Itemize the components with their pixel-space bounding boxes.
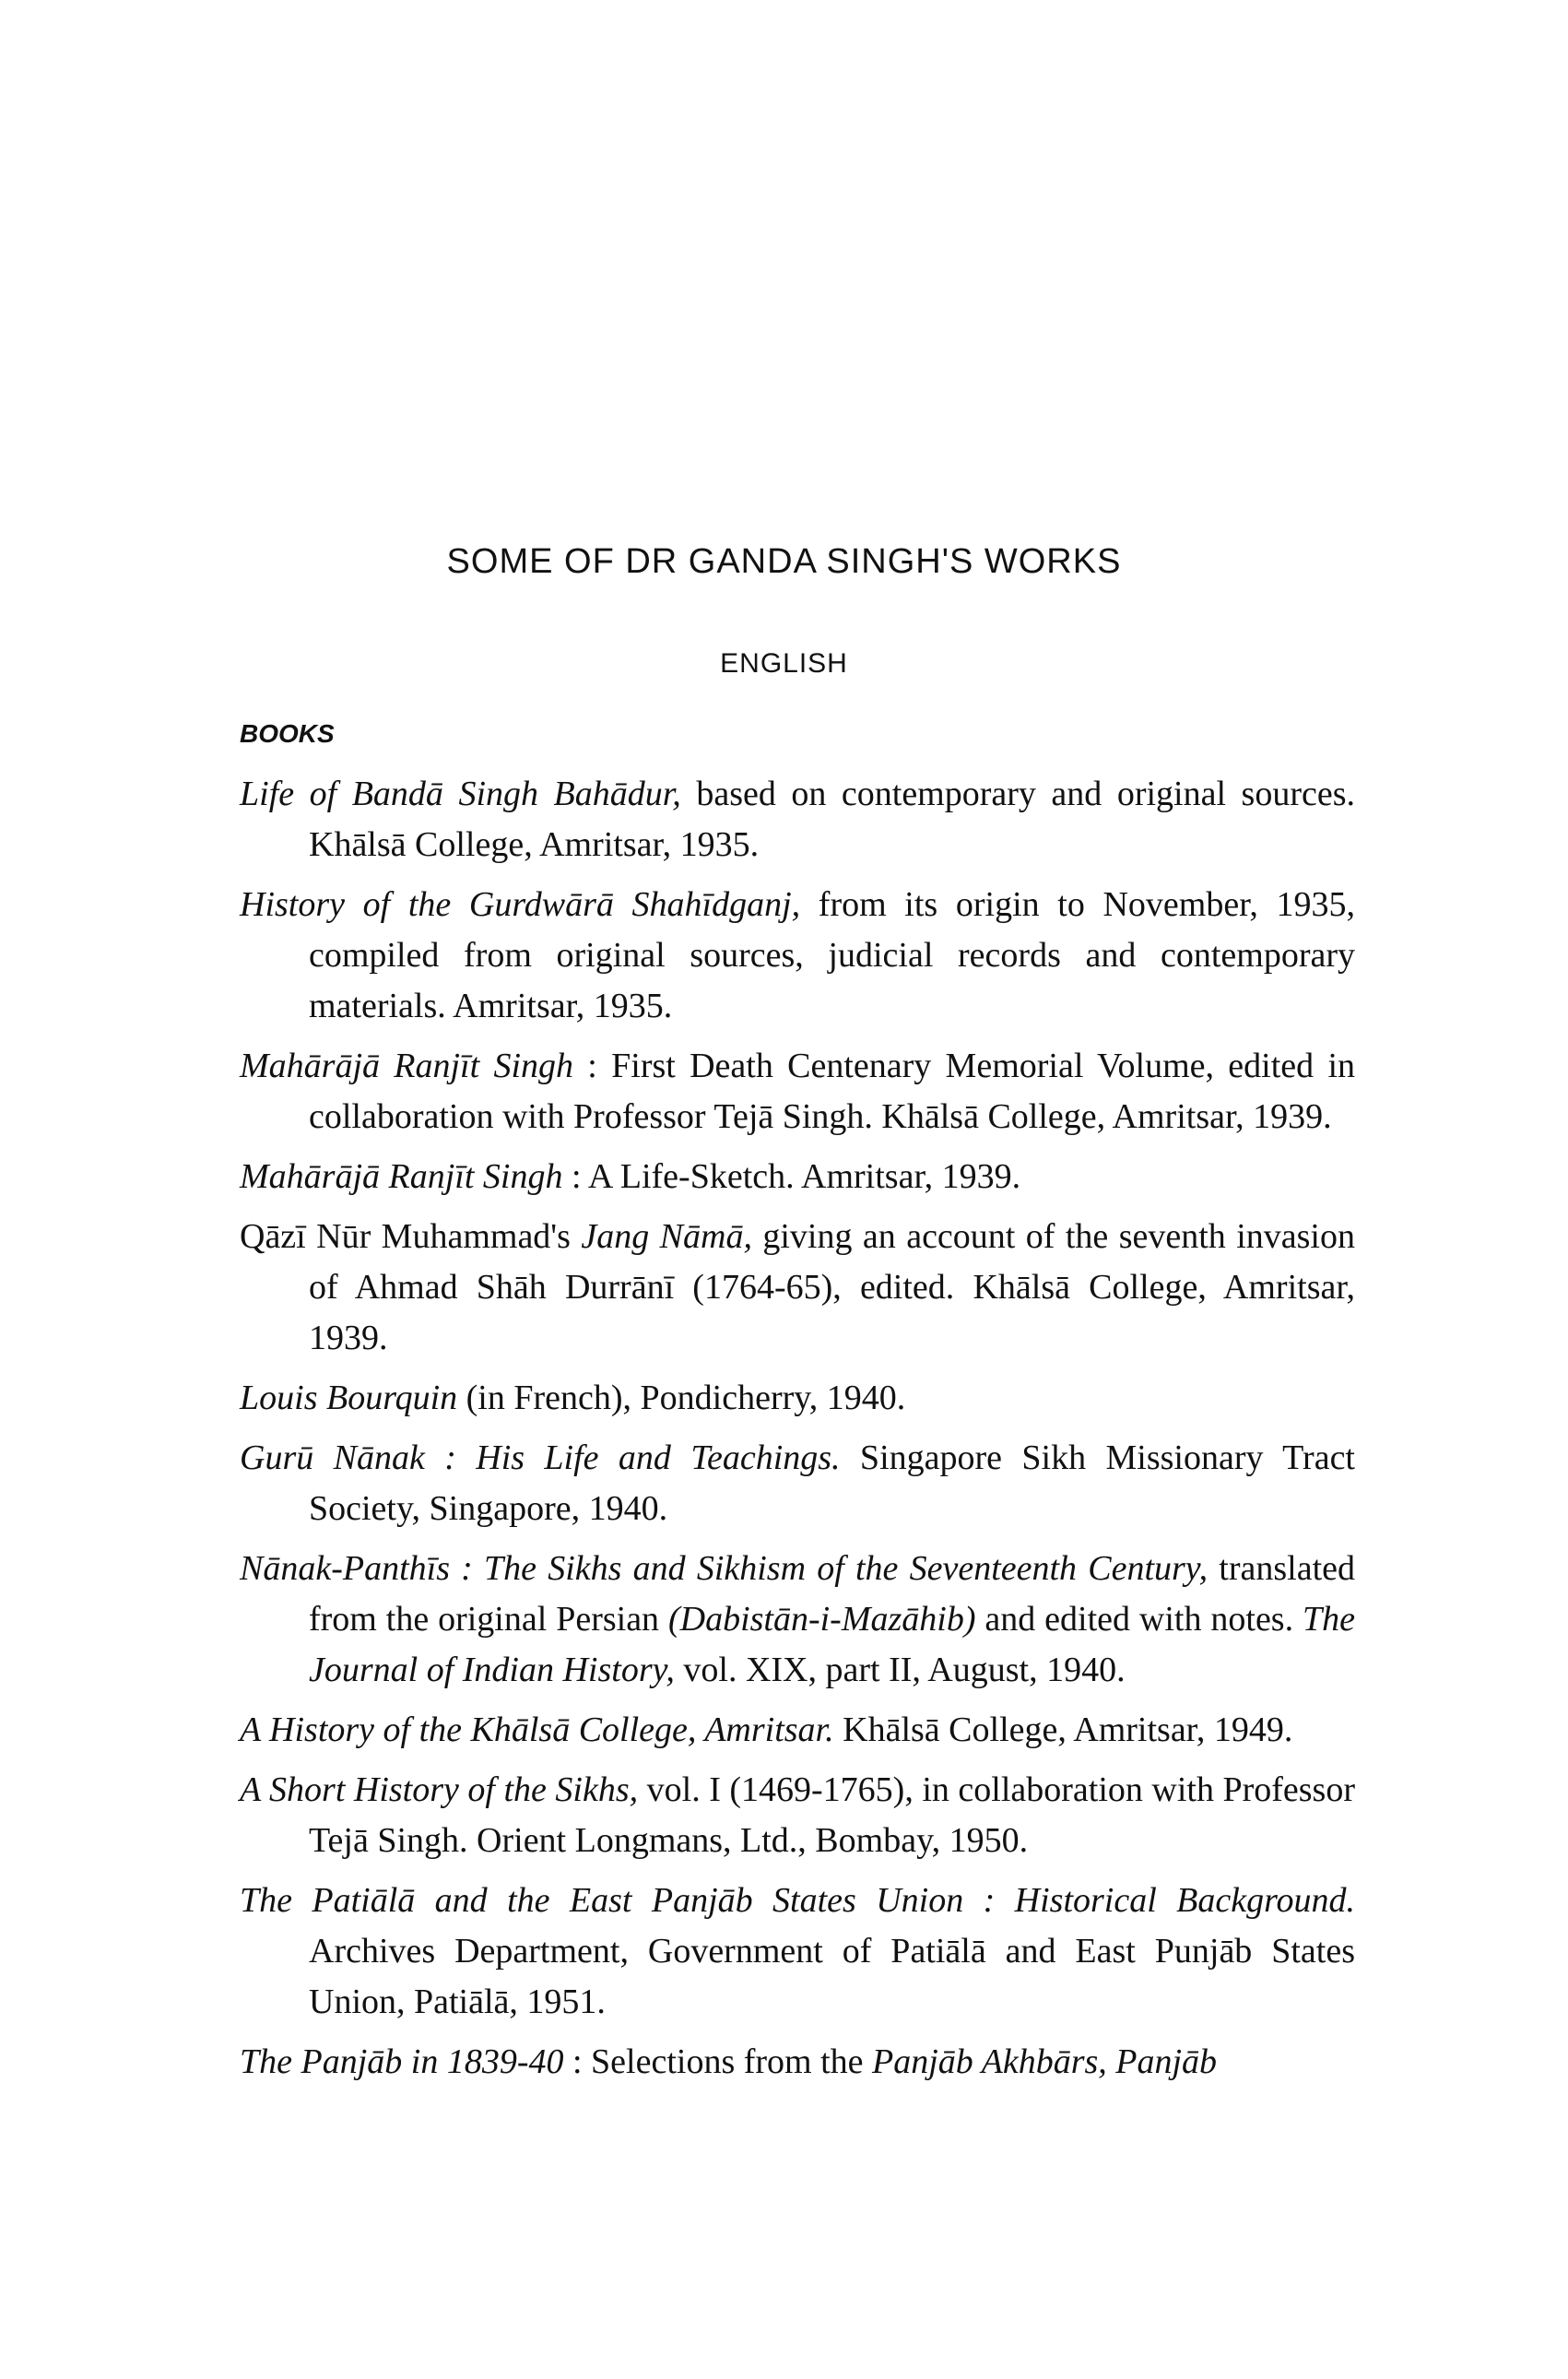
bibliography-entry (240, 1212, 1355, 1364)
journal-title: The Journal of Indian History, (309, 1600, 1355, 1689)
page-title: SOME OF DR GANDA SINGH'S WORKS (446, 542, 1122, 581)
entry-details: : Selections from the (563, 2042, 873, 2081)
work-title: (Dabistān-i-Mazāhib) (667, 1600, 976, 1639)
work-title: Gurū Nānak : His Life and Teachings. (240, 1438, 841, 1477)
bibliography-entry (240, 2037, 1355, 2088)
work-title: Mahārājā Ranjīt Singh (240, 1157, 563, 1196)
entry-details: (in French), Pondicherry, 1940. (457, 1379, 906, 1417)
category-label: BOOKS (240, 719, 335, 748)
entry-details: based on contemporary and original sources. Khālsā College, Amritsar, 1935. (309, 775, 1355, 864)
work-title: Mahārājā Ranjīt Singh (240, 1047, 574, 1085)
work-title: History of the Gurdwārā Shahīdganj, (240, 885, 801, 924)
bibliography-entry (240, 1705, 1355, 1756)
entry-details: Khālsā College, Amritsar, 1949. (833, 1710, 1293, 1749)
bibliography-entry (240, 1876, 1355, 2028)
entry-details: giving an account of the seventh invasion of Ahmad Shāh Durrānī (1764-65), edited. Khālsā College, Amritsar, 1939. (309, 1217, 1355, 1357)
bibliography-entry (240, 1765, 1355, 1866)
work-title: The Panjāb in 1839-40 (240, 2042, 564, 2081)
entry-lead: Qāzī Nūr Muhammad's (240, 1217, 582, 1256)
bibliography-entry (240, 880, 1355, 1032)
entry-details: vol. I (1469-1765), in collaboration with Professor Tejā Singh. Orient Longmans, Ltd., Bombay, 1950. (309, 1770, 1356, 1860)
bibliography-entry (240, 1544, 1355, 1696)
entry-details: and edited with notes. (975, 1600, 1303, 1639)
work-title: Panjāb Akhbārs, Panjāb (872, 2042, 1218, 2081)
language-heading: ENGLISH (720, 648, 848, 679)
entry-details: translated from the original Persian (309, 1549, 1355, 1639)
bibliography-entry (240, 1152, 1355, 1202)
bibliography-list (240, 769, 1355, 2088)
work-title: A History of the Khālsā College, Amritsar. (240, 1710, 834, 1749)
bibliography-entry (240, 1373, 1355, 1424)
entry-details: Archives Department, Government of Patiālā and East Punjāb States Union, Patiālā, 1951. (309, 1932, 1355, 2021)
bibliography-entry (240, 1433, 1355, 1534)
work-title: Life of Bandā Singh Bahādur, (240, 775, 681, 813)
bibliography-entry (240, 769, 1355, 870)
entry-details: : First Death Centenary Memorial Volume, edited in collaboration with Professor Tejā Singh. Khālsā College, Amritsar, 1939. (309, 1047, 1355, 1136)
entry-details: from its origin to November, 1935, compiled from original sources, judicial records and contemporary materials. Amritsar, 1935. (309, 885, 1355, 1025)
work-title: The Patiālā and the East Panjāb States Union : Historical Background. (240, 1881, 1355, 1920)
work-title: Jang Nāmā, (581, 1217, 752, 1256)
entry-details: Singapore Sikh Missionary Tract Society, Singapore, 1940. (309, 1438, 1355, 1528)
bibliography-entry (240, 1041, 1355, 1142)
entry-details: : A Life-Sketch. Amritsar, 1939. (562, 1157, 1021, 1196)
work-title: Nānak-Panthīs : The Sikhs and Sikhism of the Seventeenth Century, (240, 1549, 1208, 1588)
work-title: A Short History of the Sikhs, (240, 1770, 639, 1809)
work-title: Louis Bourquin (240, 1379, 458, 1417)
entry-details: vol. XIX, part II, August, 1940. (674, 1651, 1126, 1689)
